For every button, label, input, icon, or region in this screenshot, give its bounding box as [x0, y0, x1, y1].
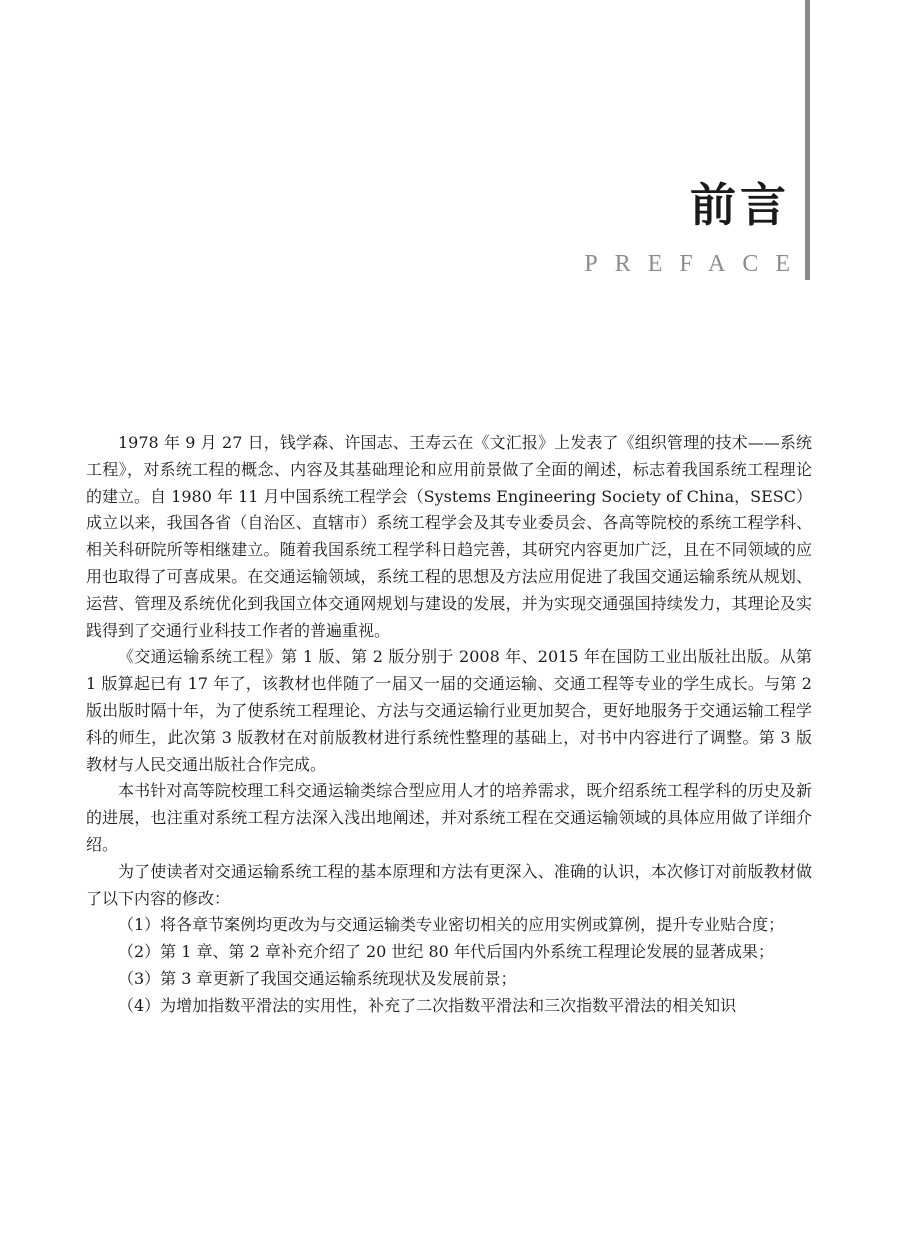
paragraph-revision-1: （1）将各章节案例均更改为与交通运输类专业密切相关的应用实例或算例，提升专业贴合度； [118, 915, 785, 935]
page-title: 前言 [690, 178, 790, 232]
paragraph-editions: 《交通运输系统工程》第 1 版、第 2 版分别于 2008 年、2015 年在国防工业出版社出版。从第 1 版算起已有 17 年了，该教材也伴随了一届又一届的交通运输、交通工程等专业的学生成长。与第 2 版出版时隔十年，为了使系统工程理论、方法与交通运输行业更加契合，更好地服务于交通运输工程学科的师生，此次第 3 版教材在对前版教材进行系统性整理的基础上，对书中内容进行了调整。第 3 版教材与人民交通出版社合作完成。 [86, 647, 812, 774]
paragraph-revisions-intro: 为了使读者对交通运输系统工程的基本原理和方法有更深入、准确的认识，本次修订对前版教材做了以下内容的修改： [86, 861, 812, 908]
paragraph-revision-2: （2）第 1 章、第 2 章补充介绍了 20 世纪 80 年代后国内外系统工程理论发展的显著成果； [118, 942, 774, 962]
preface-body [86, 430, 812, 1020]
paragraph-purpose: 本书针对高等院校理工科交通运输类综合型应用人才的培养需求，既介绍系统工程学科的历史及新的进展，也注重对系统工程方法深入浅出地阐述，并对系统工程在交通运输领域的具体应用做了详细介绍。 [86, 781, 812, 854]
side-accent-bar [805, 0, 810, 280]
page-subtitle: PREFACE [584, 251, 807, 277]
paragraph-revision-4: （4）为增加指数平滑法的实用性，补充了二次指数平滑法和三次指数平滑法的相关知识 [118, 995, 737, 1015]
paragraph-revision-3: （3）第 3 章更新了我国交通运输系统现状及发展前景； [118, 968, 517, 988]
paragraph-history: 1978 年 9 月 27 日，钱学森、许国志、王寿云在《文汇报》上发表了《组织管理的技术——系统工程》，对系统工程的概念、内容及其基础理论和应用前景做了全面的阐述，标志着我国系统工程理论的建立。自 1980 年 11 月中国系统工程学会（Systems Engineering Society of China，SESC）成立以来，我国各省（自治区、直辖市）系统工程学会及其专业委员会、各高等院校的系统工程学科、相关科研院所等相继建立。随着我国系统工程学科日趋完善，其研究内容更加广泛，且在不同领域的应用也取得了可喜成果。在交通运输领域，系统工程的思想及方法应用促进了我国交通运输系统从规划、运营、管理及系统优化到我国立体交通网规划与建设的发展，并为实现交通强国持续发力，其理论及实践得到了交通行业科技工作者的普遍重视。 [86, 433, 812, 640]
